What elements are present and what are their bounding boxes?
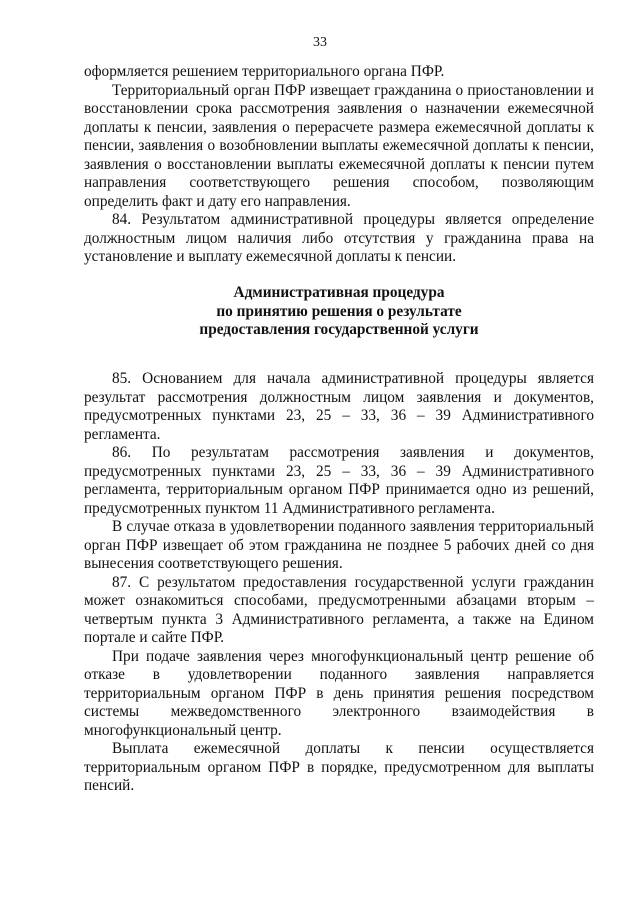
section-heading-line-3: предоставления государственной услуги	[199, 321, 479, 338]
paragraph-continuation: оформляется решением территориального органа ПФР.	[84, 63, 445, 80]
paragraph-86: 86. По результатам рассмотрения заявления и документов, предусмотренных пунктами 23, 25 – 33, 36 – 39 Административного регламента, территориальным органом ПФР принимается одно из решений, предусмотренных пунктом 11 Административного регламента.	[84, 444, 594, 517]
top-text-block	[84, 63, 594, 267]
paragraph-85: 85. Основанием для начала административной процедуры является результат рассмотрения должностным лицом заявления и документов, предусмотренных пунктами 23, 25 – 33, 36 – 39 Административного регламента.	[84, 370, 594, 443]
section-heading	[84, 284, 594, 340]
paragraph-payment: Выплата ежемесячной доплаты к пенсии осуществляется территориальным органом ПФР в порядке, предусмотренном для выплаты пенсий.	[84, 740, 594, 794]
page-number: 33	[313, 35, 327, 50]
paragraph-mfc: При подаче заявления через многофункциональный центр решение об отказе в удовлетворении поданного заявления направляется территориальным органом ПФР в день принятия решения посредством системы межведомственного электронного взаимодействия в многофункциональный центр.	[84, 647, 594, 739]
section-heading-line-1: Административная процедура	[233, 284, 445, 301]
paragraph-84: 84. Результатом административной процедуры является определение должностным лицом наличия либо отсутствия у гражданина права на установление и выплату ежемесячной доплаты к пенсии.	[84, 211, 594, 265]
section-heading-line-2: по принятию решения о результате	[216, 302, 462, 320]
paragraph-87: 87. С результатом предоставления государственной услуги гражданин может ознакомиться способами, предусмотренными абзацами вторым – четвертым пункта 3 Административного регламента, а также на Едином портале и сайте ПФР.	[84, 573, 594, 646]
body-text-block	[84, 370, 594, 796]
paragraph-notification: Территориальный орган ПФР извещает гражданина о приостановлении и восстановлении срока рассмотрения заявления о назначении ежемесячной доплаты к пенсии, заявления о перерасчете размера ежемесячной доплаты к пенсии, заявления о возобновлении выплаты ежемесячной доплаты к пенсии, заявления о восстановлении выплаты ежемесячной доплаты к пенсии путем направления соответствующего решения способом, позволяющим определить факт и дату его направления.	[84, 81, 594, 210]
paragraph-refusal: В случае отказа в удовлетворении поданного заявления территориальный орган ПФР извещает об этом гражданина не позднее 5 рабочих дней со дня вынесения соответствующего решения.	[84, 518, 594, 572]
